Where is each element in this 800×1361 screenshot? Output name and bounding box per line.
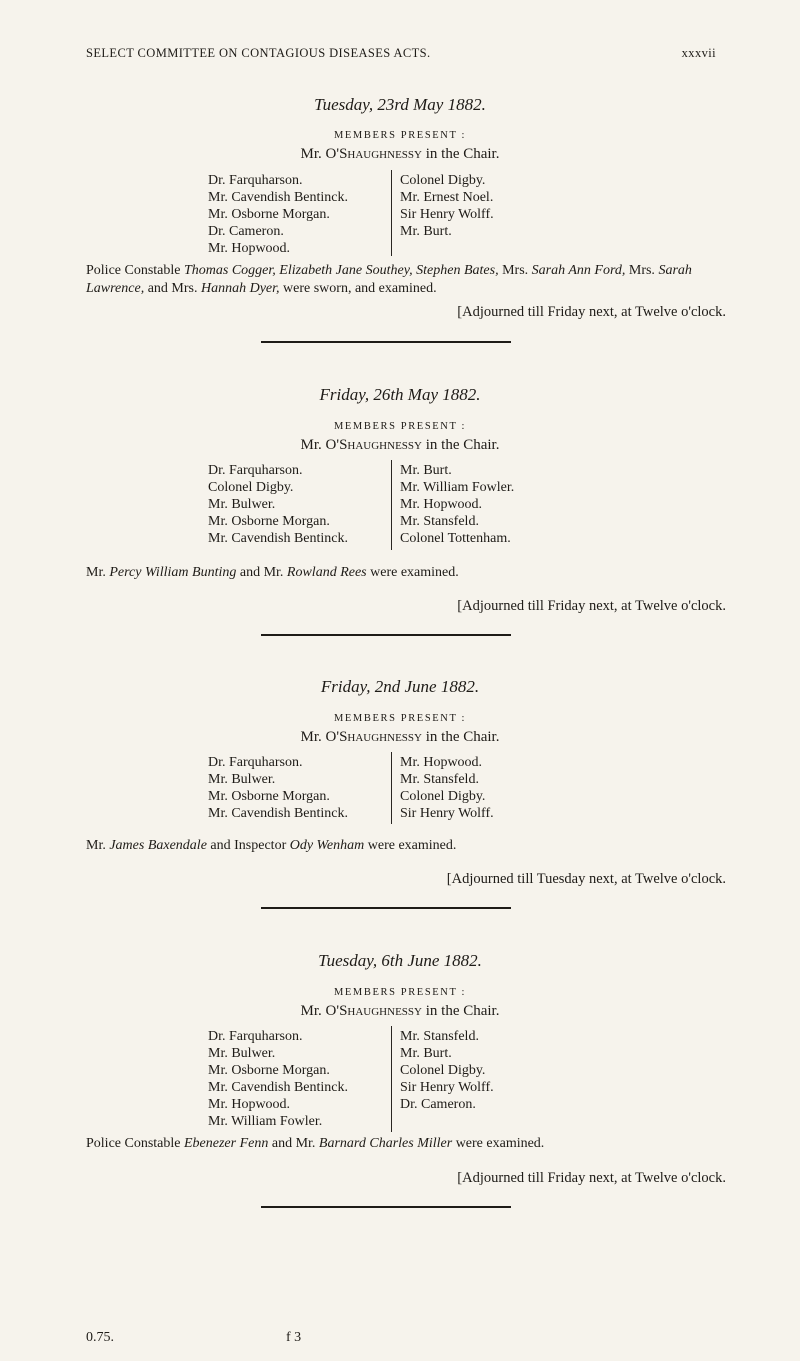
member: Colonel Digby.	[208, 480, 294, 495]
witness-name: Sarah Ann Ford,	[531, 263, 626, 278]
witness-name: Rowland Rees	[286, 565, 367, 580]
section-rule	[261, 341, 511, 343]
session-date: Friday, 2nd June 1882.	[320, 677, 480, 696]
member: Dr. Farquharson.	[208, 1029, 303, 1044]
member: Sir Henry Wolff.	[400, 207, 494, 222]
text: and Mrs.	[144, 281, 201, 296]
members-present-heading: MEMBERS PRESENT :	[333, 130, 467, 141]
session-date: Tuesday, 6th June 1882.	[318, 951, 482, 970]
section-rule	[261, 1206, 511, 1208]
member: Mr. Ernest Noel.	[400, 190, 494, 205]
section-rule	[261, 634, 511, 636]
page-footer	[86, 1330, 486, 1350]
members-right-column	[400, 462, 620, 547]
member: Mr. Cavendish Bentinck.	[208, 1080, 348, 1095]
witness-paragraph	[86, 837, 720, 855]
running-head-title: SELECT COMMITTEE ON CONTAGIOUS DISEASES ACTS.	[86, 46, 431, 60]
column-divider	[391, 752, 392, 824]
text: were examined.	[364, 838, 457, 853]
member: Dr. Cameron.	[400, 1097, 476, 1112]
signature-mark: f 3	[286, 1330, 302, 1345]
member: Mr. Burt.	[400, 463, 452, 478]
chair-line	[0, 437, 800, 454]
member: Mr. Hopwood.	[208, 1097, 291, 1112]
column-divider	[391, 170, 392, 256]
member: Mr. Hopwood.	[400, 755, 483, 770]
member: Mr. William Fowler.	[400, 480, 515, 495]
member: Mr. Cavendish Bentinck.	[208, 190, 348, 205]
members-present-heading: MEMBERS PRESENT :	[333, 987, 467, 998]
adjourned-line: [Adjourned till Friday next, at Twelve o'clock.	[457, 1170, 726, 1186]
chair-name: O'Shaughnessy	[325, 729, 422, 745]
witness-name: Percy William Bunting	[109, 565, 237, 580]
text: Mrs.	[625, 263, 659, 278]
page-number: xxxvii	[681, 46, 716, 60]
members-left-column	[208, 1028, 388, 1130]
member: Mr. Stansfeld.	[400, 514, 479, 529]
session-date: Tuesday, 23rd May 1882.	[314, 95, 486, 114]
witness-name: Sarah Lawrence,	[86, 263, 692, 296]
chair-prefix: Mr.	[300, 729, 326, 745]
chair-name: O'Shaughnessy	[325, 437, 422, 453]
chair-prefix: Mr.	[300, 1003, 326, 1019]
members-present-heading: MEMBERS PRESENT :	[333, 421, 467, 432]
member: Mr. Burt.	[400, 224, 452, 239]
adjourned-line: [Adjourned till Friday next, at Twelve o'clock.	[457, 304, 726, 320]
text: were examined.	[452, 1136, 545, 1151]
text: Mr.	[86, 565, 110, 580]
text: were sworn, and examined.	[279, 281, 437, 296]
member: Dr. Farquharson.	[208, 755, 303, 770]
member: Colonel Digby.	[400, 789, 486, 804]
chair-line	[0, 1003, 800, 1020]
member: Mr. Osborne Morgan.	[208, 789, 330, 804]
column-divider	[391, 1026, 392, 1132]
chair-suffix: in the Chair.	[421, 437, 500, 453]
members-right-column	[400, 754, 620, 822]
witness-name: Barnard Charles Miller	[318, 1136, 453, 1151]
witness-paragraph	[86, 1135, 720, 1153]
witness-name: Hannah Dyer,	[200, 281, 280, 296]
witness-name: James Baxendale	[109, 838, 207, 853]
witness-names: Thomas Cogger, Elizabeth Jane Southey, Stephen Bates,	[184, 263, 499, 278]
member: Mr. Osborne Morgan.	[208, 207, 330, 222]
witness-paragraph	[86, 564, 720, 582]
chair-name: O'Shaughnessy	[325, 1003, 422, 1019]
chair-prefix: Mr.	[300, 146, 326, 162]
member: Colonel Digby.	[400, 1063, 486, 1078]
chair-line	[0, 146, 800, 163]
members-left-column	[208, 754, 388, 822]
adjourned-line: [Adjourned till Friday next, at Twelve o'clock.	[457, 598, 726, 614]
text: Mrs.	[498, 263, 532, 278]
member: Mr. William Fowler.	[208, 1114, 323, 1129]
running-head	[86, 46, 716, 66]
member: Dr. Cameron.	[208, 224, 284, 239]
member: Mr. Stansfeld.	[400, 772, 479, 787]
text: Police Constable	[86, 263, 184, 278]
column-divider	[391, 460, 392, 550]
section-rule	[261, 907, 511, 909]
member: Mr. Hopwood.	[208, 241, 291, 256]
members-right-column	[400, 172, 620, 240]
text: and Mr.	[236, 565, 287, 580]
text: Mr.	[86, 838, 110, 853]
member: Mr. Hopwood.	[400, 497, 483, 512]
member: Mr. Stansfeld.	[400, 1029, 479, 1044]
members-left-column	[208, 172, 388, 257]
text: Police Constable	[86, 1136, 184, 1151]
member: Mr. Cavendish Bentinck.	[208, 531, 348, 546]
session-date: Friday, 26th May 1882.	[319, 385, 481, 404]
chair-prefix: Mr.	[300, 437, 326, 453]
text: were examined.	[366, 565, 459, 580]
member: Mr. Osborne Morgan.	[208, 1063, 330, 1078]
chair-line	[0, 729, 800, 746]
footer-number: 0.75.	[86, 1330, 114, 1345]
text: and Mr.	[268, 1136, 319, 1151]
member: Dr. Farquharson.	[208, 463, 303, 478]
member: Mr. Bulwer.	[208, 772, 276, 787]
members-present-heading: MEMBERS PRESENT :	[333, 713, 467, 724]
member: Mr. Cavendish Bentinck.	[208, 806, 348, 821]
member: Mr. Bulwer.	[208, 1046, 276, 1061]
member: Dr. Farquharson.	[208, 173, 303, 188]
member: Colonel Digby.	[400, 173, 486, 188]
member: Mr. Osborne Morgan.	[208, 514, 330, 529]
member: Mr. Burt.	[400, 1046, 452, 1061]
chair-suffix: in the Chair.	[421, 729, 500, 745]
text: and Inspector	[206, 838, 290, 853]
chair-suffix: in the Chair.	[421, 1003, 500, 1019]
witness-paragraph	[86, 262, 720, 298]
member: Sir Henry Wolff.	[400, 806, 494, 821]
member: Sir Henry Wolff.	[400, 1080, 494, 1095]
chair-suffix: in the Chair.	[421, 146, 500, 162]
witness-name: Ody Wenham	[289, 838, 365, 853]
member: Mr. Bulwer.	[208, 497, 276, 512]
members-right-column	[400, 1028, 620, 1113]
member: Colonel Tottenham.	[400, 531, 511, 546]
members-left-column	[208, 462, 388, 547]
adjourned-line: [Adjourned till Tuesday next, at Twelve o'clock.	[446, 871, 726, 887]
witness-name: Ebenezer Fenn	[184, 1136, 269, 1151]
chair-name: O'Shaughnessy	[325, 146, 422, 162]
